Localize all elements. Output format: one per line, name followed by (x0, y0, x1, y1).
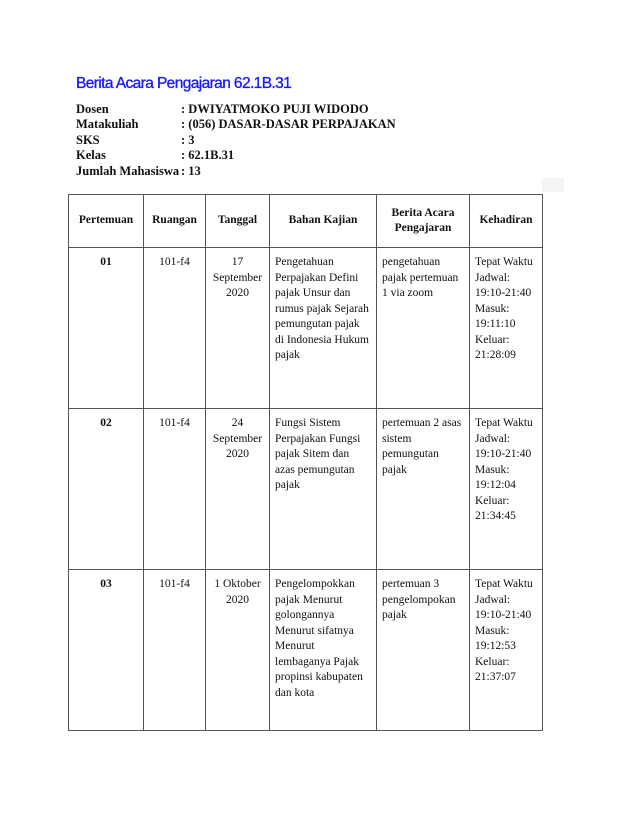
info-label: Jumlah Mahasiswa (76, 163, 180, 178)
table-row (69, 570, 543, 731)
info-label: Matakuliah (76, 117, 139, 132)
info-value: : 62.1B.31 (181, 148, 235, 163)
course-info (76, 102, 396, 179)
cell-berita-acara: pengetahuan pajak pertemuan 1 via zoom (377, 248, 470, 409)
header-tanggal: Tanggal (206, 195, 270, 248)
info-label: Dosen (76, 102, 109, 116)
table-row (69, 409, 543, 570)
info-row-kelas (76, 148, 396, 163)
cell-ruangan: 101-f4 (144, 570, 206, 731)
cell-kehadiran: Tepat Waktu Jadwal: 19:10-21:40 Masuk: 19:12:53 Keluar: 21:37:07 (470, 570, 543, 731)
cell-bahan-kajian: Pengetahuan Perpajakan Defini pajak Unsur dan rumus pajak Sejarah pemungutan pajak di Indonesia Hukum pajak (270, 248, 377, 409)
cell-berita-acara: pertemuan 2 asas sistem pemungutan pajak (377, 409, 470, 570)
header-ruangan: Ruangan (144, 195, 206, 248)
cell-bahan-kajian: Fungsi Sistem Perpajakan Fungsi pajak Sitem dan azas pemungutan pajak (270, 409, 377, 570)
table-row (69, 248, 543, 409)
shadow-strip (542, 178, 564, 192)
cell-berita-acara: pertemuan 3 pengelompokan pajak (377, 570, 470, 731)
info-row-dosen (76, 102, 396, 117)
page-title: Berita Acara Pengajaran 62.1B.31 (76, 75, 292, 92)
cell-pertemuan: 01 (69, 248, 144, 409)
info-row-jumlah-mahasiswa (76, 164, 396, 179)
cell-bahan-kajian: Pengelompokkan pajak Menurut golongannya Menurut sifatnya Menurut lembaganya Pajak propinsi kabupaten dan kota (270, 570, 377, 731)
cell-kehadiran: Tepat Waktu Jadwal: 19:10-21:40 Masuk: 19:11:10 Keluar: 21:28:09 (470, 248, 543, 409)
info-label: SKS (76, 132, 100, 147)
header-kehadiran: Kehadiran (470, 195, 543, 248)
cell-tanggal: 17 September 2020 (206, 248, 270, 409)
info-label: Kelas (76, 148, 106, 163)
table-header-row (69, 195, 543, 248)
header-berita-acara: Berita Acara Pengajaran (377, 195, 470, 248)
info-value: : (056) DASAR-DASAR PERPAJAKAN (181, 117, 396, 132)
cell-ruangan: 101-f4 (144, 409, 206, 570)
info-row-sks (76, 133, 396, 148)
info-value: : 3 (181, 132, 195, 147)
cell-tanggal: 1 Oktober 2020 (206, 570, 270, 731)
header-pertemuan: Pertemuan (69, 195, 144, 248)
info-value: : 13 (181, 163, 201, 178)
cell-pertemuan: 02 (69, 409, 144, 570)
info-row-matakuliah (76, 117, 396, 132)
header-bahan-kajian: Bahan Kajian (270, 195, 377, 248)
cell-ruangan: 101-f4 (144, 248, 206, 409)
info-value: : DWIYATMOKO PUJI WIDODO (181, 102, 369, 116)
cell-tanggal: 24 September 2020 (206, 409, 270, 570)
cell-kehadiran: Tepat Waktu Jadwal: 19:10-21:40 Masuk: 19:12:04 Keluar: 21:34:45 (470, 409, 543, 570)
attendance-table (68, 194, 543, 731)
cell-pertemuan: 03 (69, 570, 144, 731)
